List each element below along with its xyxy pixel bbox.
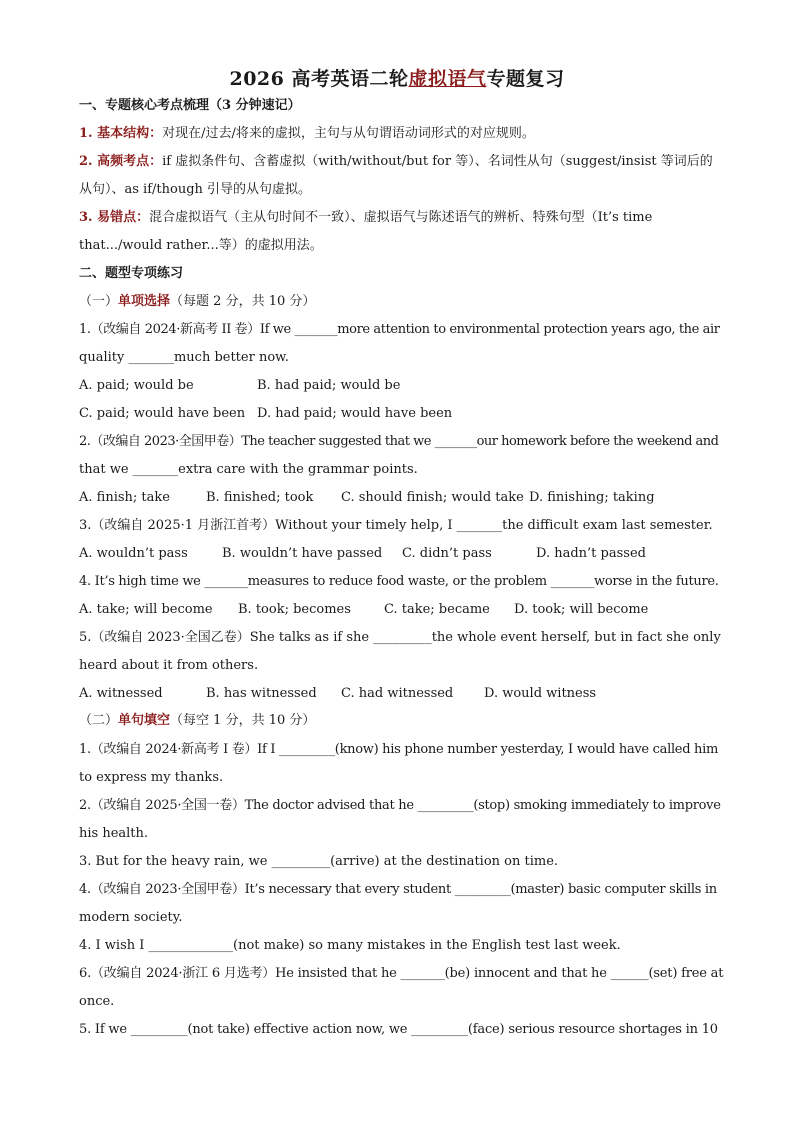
f1-line1: 1.（改编自 2024·新高考 I 卷）If I _________(know) his phone number yesterday, I would have called him <box>79 742 719 757</box>
q2-option-b[interactable]: B. finished; took <box>206 490 314 505</box>
f4-line1: 4.（改编自 2023·全国甲卷）It’s necessary that every student _________(master) basic computer skills in <box>79 882 717 897</box>
point-2-cont: 从句）、as if/though 引导的从句虚拟。 <box>79 182 312 197</box>
part2-heading <box>79 712 724 730</box>
point-1 <box>79 125 724 143</box>
point-1-label: 1. 基本结构： <box>79 126 163 141</box>
title-prefix: 2026 高考英语二轮 <box>229 68 409 90</box>
q2-line2: that we _______extra care with the grammar points. <box>79 462 418 477</box>
page-title <box>0 64 794 91</box>
q5-line1: 5.（改编自 2023·全国乙卷）She talks as if she _________the whole event herself, but in fact she only <box>79 630 721 645</box>
q4-option-b[interactable]: B. took; becomes <box>238 602 351 617</box>
q1-option-a[interactable]: A. paid; would be <box>79 378 194 393</box>
part1-name: 单项选择 <box>118 294 171 309</box>
part2-suffix: （每空 1 分，共 10 分） <box>170 713 316 728</box>
part1-suffix: （每题 2 分，共 10 分） <box>170 294 316 309</box>
q3-option-d[interactable]: D. hadn’t passed <box>536 546 646 561</box>
point-1-text: 对现在/过去/将来的虚拟，主句与从句谓语动词形式的对应规则。 <box>162 126 535 141</box>
part2-prefix: （二） <box>79 713 119 728</box>
f6-line1: 6.（改编自 2024·浙江 6 月选考）He insisted that he _______(be) innocent and that he ______(set) free at <box>79 966 724 981</box>
q5-option-a[interactable]: A. witnessed <box>79 686 163 701</box>
f4-line2: modern society. <box>79 910 183 925</box>
f6-line2: once. <box>79 994 115 1009</box>
point-2-label: 2. 高频考点： <box>79 154 163 169</box>
part2-name: 单句填空 <box>118 713 171 728</box>
q3-line1: 3.（改编自 2025·1 月浙江首考）Without your timely help, I _______the difficult exam last semester. <box>79 518 713 533</box>
q4-option-c[interactable]: C. take; became <box>384 602 490 617</box>
q5-option-d[interactable]: D. would witness <box>484 686 597 701</box>
f1-line2: to express my thanks. <box>79 770 224 785</box>
section1-heading: 一、专题核心考点梳理（3 分钟速记） <box>79 98 301 113</box>
f5-line1: 4. I wish I _____________(not make) so many mistakes in the English test last week. <box>79 938 621 953</box>
f7-line1: 5. If we _________(not take) effective action now, we _________(face) serious resource shortages in 10 <box>79 1022 718 1037</box>
q1-line2: quality _______much better now. <box>79 350 289 365</box>
point-3-label: 3. 易错点： <box>79 210 150 225</box>
q5-option-b[interactable]: B. has witnessed <box>206 686 317 701</box>
q3-option-b[interactable]: B. wouldn’t have passed <box>222 546 383 561</box>
q1-line1: 1.（改编自 2024·新高考 II 卷）If we _______more attention to environmental protection years ago, the air <box>79 322 720 337</box>
q2-option-c[interactable]: C. should finish; would take <box>341 490 524 505</box>
q3-option-a[interactable]: A. wouldn’t pass <box>79 546 188 561</box>
point-3-text: 混合虚拟语气（主从句时间不一致）、虚拟语气与陈述语气的辨析、特殊句型（It’s time <box>149 210 653 225</box>
q1-option-d[interactable]: D. had paid; would have been <box>257 406 453 421</box>
point-3 <box>79 209 724 227</box>
title-suffix: 专题复习 <box>486 68 565 90</box>
part1-heading <box>79 293 724 311</box>
q5-line2: heard about it from others. <box>79 658 259 673</box>
point-3-cont: that.../would rather...等）的虚拟用法。 <box>79 238 323 253</box>
q2-line1: 2.（改编自 2023·全国甲卷）The teacher suggested that we _______our homework before the weekend and <box>79 434 719 449</box>
q4-option-d[interactable]: D. took; will become <box>514 602 649 617</box>
q4-line1: 4. It’s high time we _______measures to reduce food waste, or the problem _______worse in the future. <box>79 574 719 589</box>
title-highlight: 虚拟语气 <box>408 68 487 90</box>
q2-option-d[interactable]: D. finishing; taking <box>529 490 655 505</box>
f3-line1: 3. But for the heavy rain, we _________(arrive) at the destination on time. <box>79 854 559 869</box>
point-2-text: if 虚拟条件句、含蓄虚拟（with/without/but for 等）、名词性从句（suggest/insist 等词后的 <box>162 154 713 169</box>
f2-line2: his health. <box>79 826 149 841</box>
q2-option-a[interactable]: A. finish; take <box>79 490 170 505</box>
q5-option-c[interactable]: C. had witnessed <box>341 686 454 701</box>
q3-option-c[interactable]: C. didn’t pass <box>402 546 492 561</box>
q1-option-c[interactable]: C. paid; would have been <box>79 406 246 421</box>
section2-heading: 二、题型专项练习 <box>79 266 184 281</box>
q4-option-a[interactable]: A. take; will become <box>79 602 213 617</box>
point-2 <box>79 153 724 171</box>
q1-option-b[interactable]: B. had paid; would be <box>257 378 401 393</box>
f2-line1: 2.（改编自 2025·全国一卷）The doctor advised that he _________(stop) smoking immediately to improve <box>79 798 721 813</box>
part1-prefix: （一） <box>79 294 119 309</box>
